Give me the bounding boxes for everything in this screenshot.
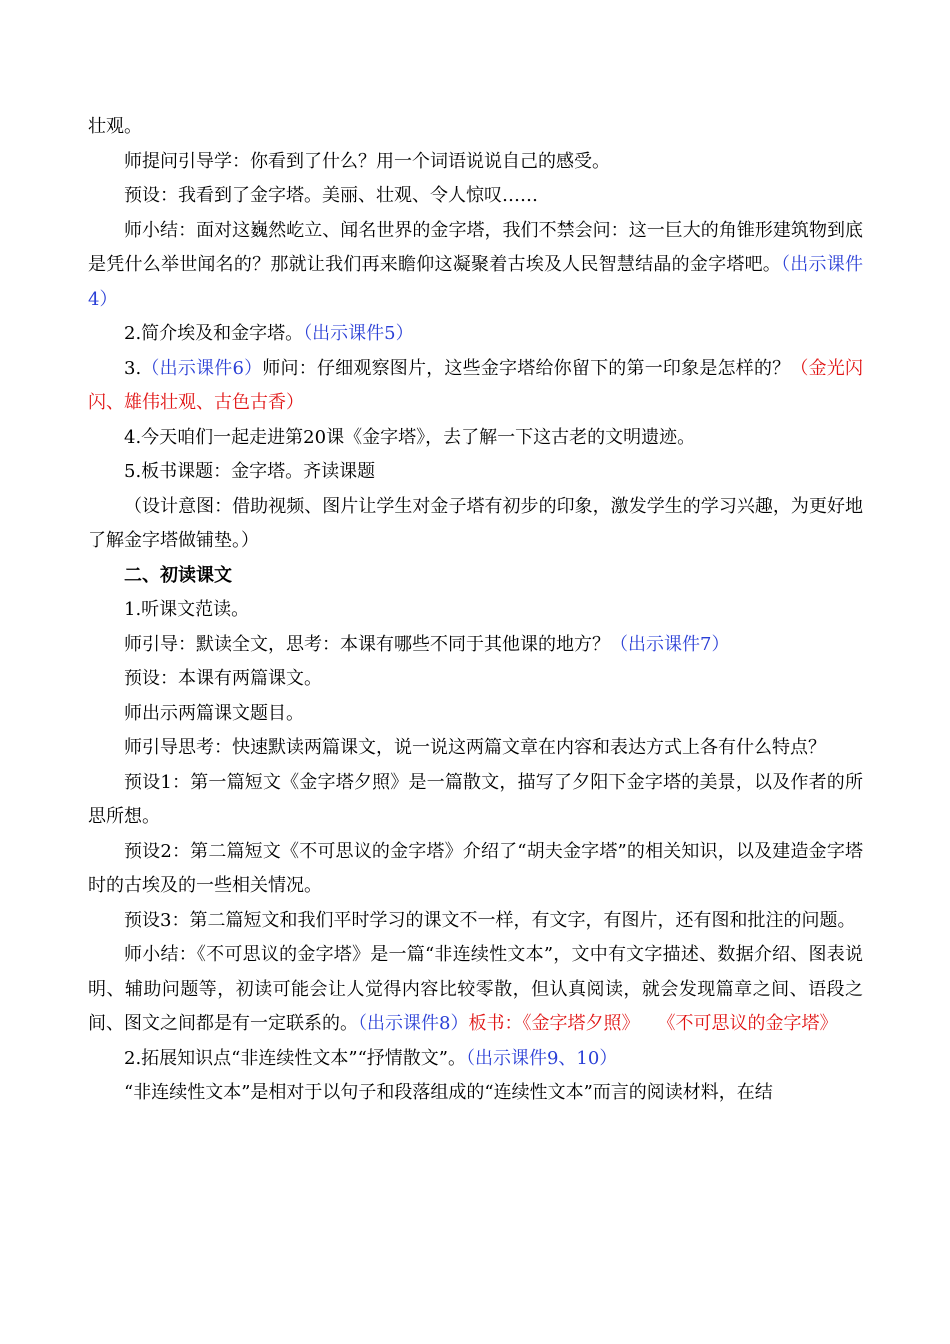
- step-text: 2.简介埃及和金字塔。: [124, 323, 304, 344]
- answer-text: （金光闪闪、雄伟壮观、古色古香）: [88, 357, 864, 413]
- paragraph-design-intent: （设计意图：借助视频、图片让学生对金子塔有初步的印象，激发学生的学习兴趣，为更好地了解金字塔做铺垫。）: [88, 495, 863, 551]
- paragraph-11: [88, 628, 863, 663]
- paragraph-15: 预设1：第一篇短文《金字塔夕照》是一篇散文，描写了夕阳下金字塔的美景，以及作者的所思所想。: [88, 771, 863, 827]
- paragraph-4: [88, 214, 863, 318]
- paragraph-6: [88, 352, 863, 421]
- guide-text: 师引导：默读全文，思考：本课有哪些不同于其他课的地方？: [124, 633, 610, 655]
- paragraph-8: 5.板书课题：金字塔。齐读课题: [124, 461, 376, 482]
- courseware-ref: （出示课件9、10）: [465, 1047, 618, 1069]
- paragraph-14: 师引导思考：快速默读两篇课文，说一说这两篇文章在内容和表达方式上各有什么特点？: [124, 737, 826, 758]
- paragraph-16: 预设2：第二篇短文《不可思议的金字塔》介绍了“胡夫金字塔”的相关知识，以及建造金字塔时的古埃及的一些相关情况。: [88, 840, 863, 896]
- courseware-ref: （出示课件5）: [303, 323, 414, 344]
- paragraph-7: 4.今天咱们一起走进第20课《金字塔》，去了解一下这古老的文明遗迹。: [124, 426, 696, 448]
- step-text: 2.拓展知识点“非连续性文本”“抒情散文”。: [124, 1047, 466, 1069]
- paragraph-2: 师提问引导学：你看到了什么？用一个词语说说自己的感受。: [124, 150, 610, 172]
- courseware-ref: （出示课件4）: [88, 254, 863, 310]
- paragraph-19: [88, 1042, 863, 1077]
- question-text: 师问：仔细观察图片，这些金字塔给你留下的第一印象是怎样的？: [262, 357, 791, 379]
- courseware-ref: （出示课件6）: [141, 357, 263, 379]
- summary-text: 师小结：《不可思议的金字塔》是一篇“非连续性文本”，文中有文字描述、数据介绍、图表说明、辅助问题等，初读可能会让人觉得内容比较零散，但认真阅读，就会发现篇章之间、语段之间、图文之间都是有一定联系的。: [88, 944, 863, 1034]
- courseware-ref: （出示课件8）: [358, 1013, 469, 1034]
- paragraph-12: 预设：本课有两篇课文。: [124, 668, 322, 689]
- paragraph-3: 预设：我看到了金字塔。美丽、壮观、令人惊叹……: [124, 185, 538, 206]
- paragraph-18: [88, 938, 863, 1042]
- paragraph-17: 预设3：第二篇短文和我们平时学习的课文不一样，有文字，有图片，还有图和批注的问题。: [124, 909, 856, 931]
- paragraph-5: [88, 317, 863, 352]
- paragraph-13: 师出示两篇课文题目。: [124, 702, 304, 724]
- document-body: [88, 110, 863, 1111]
- paragraph-10: 1.听课文范读。: [124, 599, 250, 620]
- courseware-ref: （出示课件7）: [610, 633, 730, 655]
- board-writing: 板书：《金字塔夕照》 《不可思议的金字塔》: [468, 1013, 838, 1034]
- summary-text: 师小结：面对这巍然屹立、闻名世界的金字塔，我们不禁会问：这一巨大的角锥形建筑物到底是凭什么举世闻名的？那就让我们再来瞻仰这凝聚着古埃及人民智慧结晶的金字塔吧。: [88, 219, 863, 275]
- paragraph-20: “非连续性文本”是相对于以句子和段落组成的“连续性文本”而言的阅读材料，在结: [124, 1082, 773, 1103]
- step-number: 3.: [124, 357, 142, 379]
- paragraph-1: 壮观。: [88, 116, 142, 137]
- section-heading: 二、初读课文: [124, 564, 232, 586]
